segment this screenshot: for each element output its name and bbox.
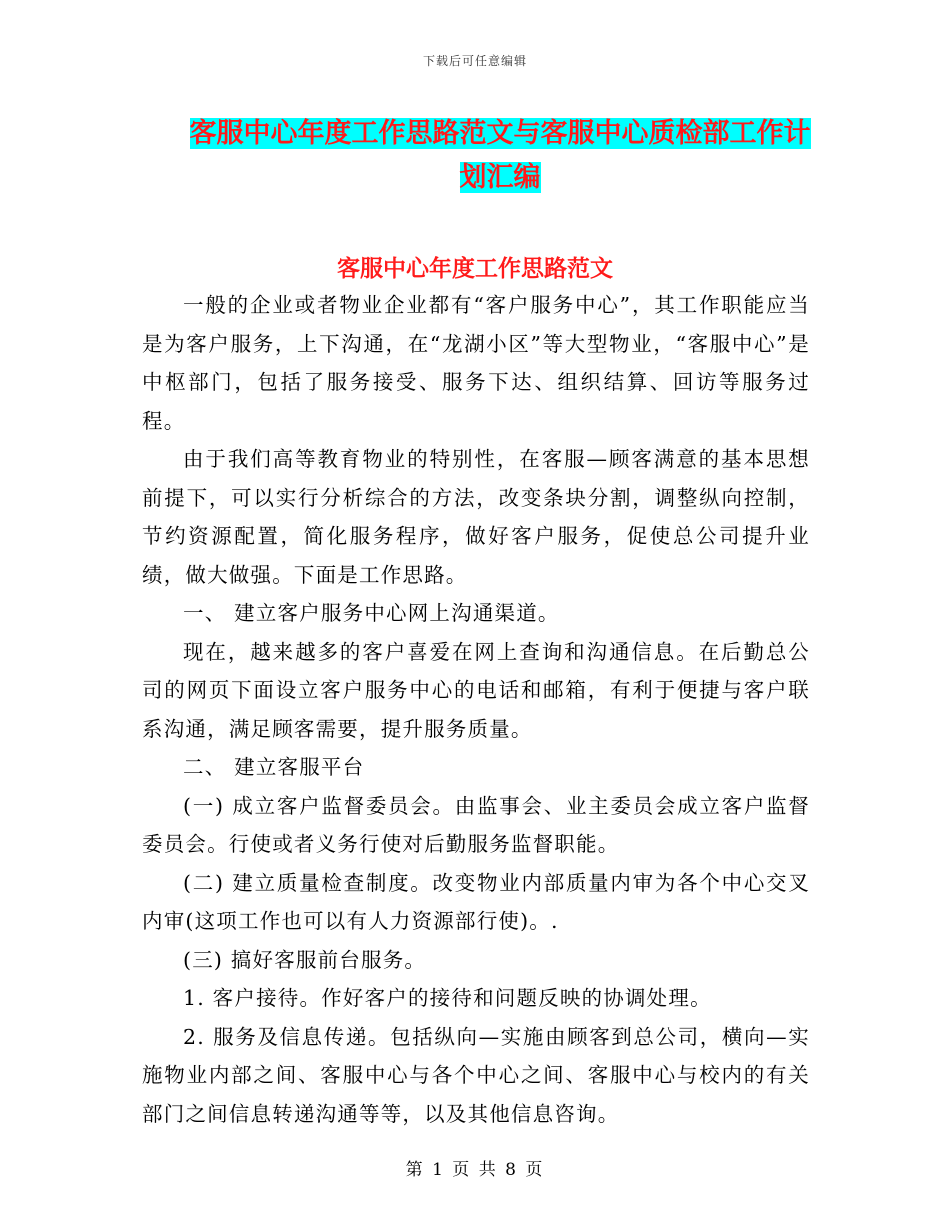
paragraph: 1. 客户接待。作好客户的接待和问题反映的协调处理。 [183, 986, 712, 1010]
paragraph: (三) 搞好客服前台服务。 [183, 947, 427, 972]
document-title-line-1: 客服中心年度工作思路范文与客服中心质检部工作计 [189, 118, 811, 149]
header-note: 下载后可任意编辑 [422, 54, 527, 68]
document-title [170, 112, 830, 200]
paragraph: (一) 成立客户监督委员会。由监事会、业主委员会成立客户监督委员会。行使或者义务行使对后勤服务监督职能。 [142, 793, 810, 856]
paragraph: 一般的企业或者物业企业都有“客户服务中心”，其工作职能应当是为客户服务，上下沟通，在“龙湖小区”等大型物业，“客服中心”是中枢部门，包括了服务接受、服务下达、组织结算、回访等服务过程。 [142, 293, 810, 433]
paragraph: 由于我们高等教育物业的特别性，在客服—顾客满意的基本思想前提下，可以实行分析综合的方法，改变条块分割，调整纵向控制，节约资源配置，简化服务程序，做好客户服务，促使总公司提升业绩，做大做强。下面是工作思路。 [142, 447, 810, 587]
body-text [142, 286, 810, 1133]
section-title: 客服中心年度工作思路范文 [337, 256, 613, 282]
paragraph: 一、 建立客户服务中心网上沟通渠道。 [183, 601, 560, 625]
document-title-line-2: 划汇编 [459, 162, 541, 193]
paragraph: (二) 建立质量检查制度。改变物业内部质量内审为各个中心交叉内审(这项工作也可以有人力资源部行使)。. [142, 870, 810, 933]
paragraph: 现在，越来越多的客户喜爱在网上查询和沟通信息。在后勤总公司的网页下面设立客户服务中心的电话和邮箱，有利于便捷与客户联系沟通，满足顾客需要，提升服务质量。 [142, 639, 810, 741]
paragraph: 2. 服务及信息传递。包括纵向—实施由顾客到总公司，横向—实施物业内部之间、客服中心与各个中心之间、客服中心与校内的有关部门之间信息转递沟通等等，以及其他信息咨询。 [142, 1024, 810, 1126]
page-footer: 第 1 页 共 8 页 [405, 1160, 545, 1180]
paragraph: 二、 建立客服平台 [183, 755, 365, 779]
